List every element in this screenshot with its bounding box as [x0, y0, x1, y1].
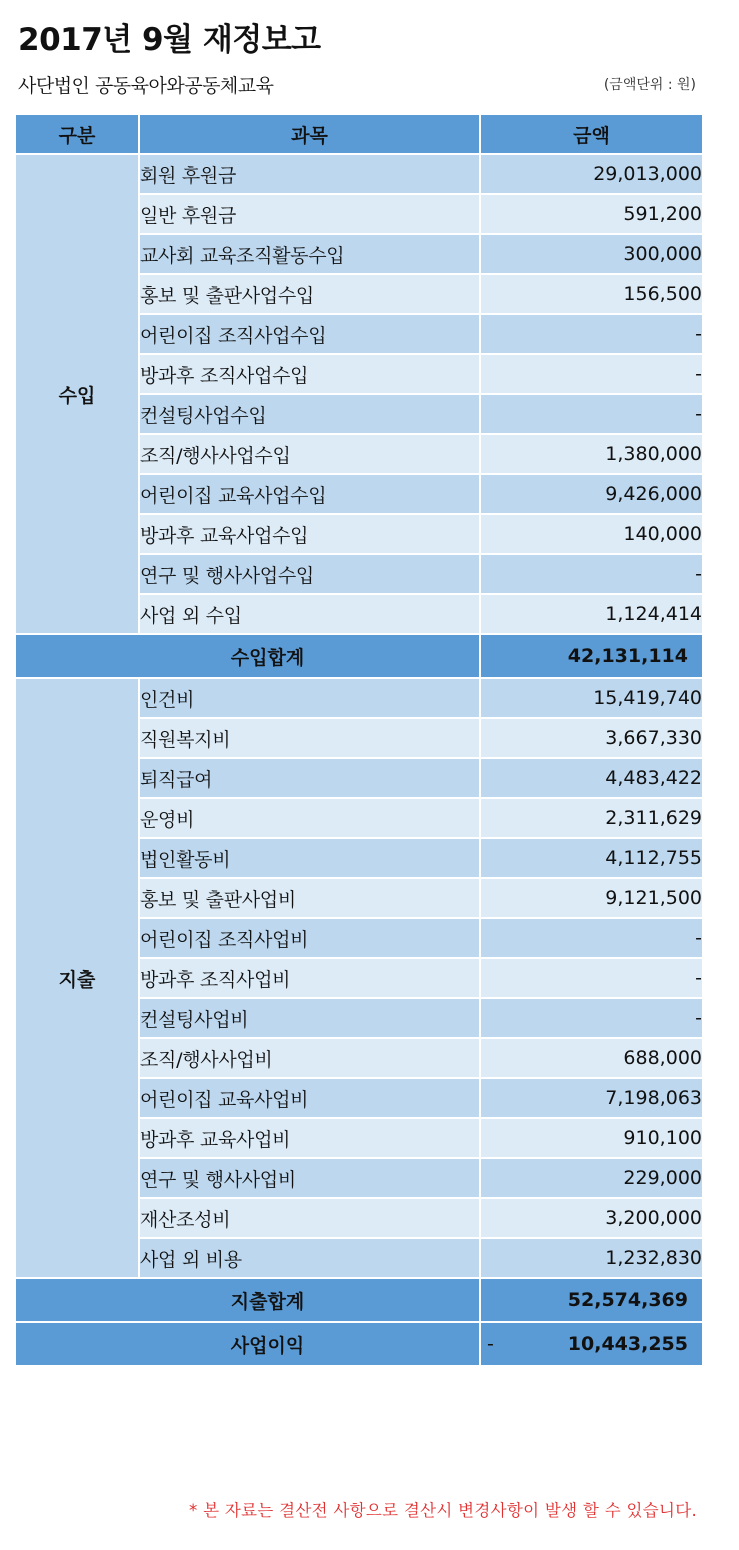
- item-name: 어린이집 조직사업비: [139, 918, 480, 958]
- item-amount: 4,483,422: [480, 758, 703, 798]
- table-row: [15, 154, 703, 194]
- item-amount: 4,112,755: [480, 838, 703, 878]
- item-amount: 9,426,000: [480, 474, 703, 514]
- expense-total-label: 지출합계: [15, 1278, 480, 1322]
- profit-label: 사업이익: [15, 1322, 480, 1366]
- profit-sign: -: [487, 1333, 494, 1355]
- item-name: 법인활동비: [139, 838, 480, 878]
- item-name: 홍보 및 출판사업비: [139, 878, 480, 918]
- disclaimer-note: * 본 자료는 결산전 사항으로 결산시 변경사항이 발생 할 수 있습니다.: [189, 1501, 697, 1520]
- item-amount: -: [480, 314, 703, 354]
- table-header-row: [15, 114, 703, 154]
- item-amount: 3,667,330: [480, 718, 703, 758]
- item-amount: 229,000: [480, 1158, 703, 1198]
- item-name: 방과후 교육사업수입: [139, 514, 480, 554]
- item-name: 운영비: [139, 798, 480, 838]
- item-amount: -: [480, 394, 703, 434]
- report-title: 2017년 9월 재정보고: [18, 22, 321, 58]
- income-total-row: [15, 634, 703, 678]
- profit-row: [15, 1322, 703, 1366]
- item-name: 인건비: [139, 678, 480, 718]
- item-amount: 591,200: [480, 194, 703, 234]
- item-amount: -: [480, 998, 703, 1038]
- expense-category-label: 지출: [15, 678, 139, 1278]
- expense-total-amount: 52,574,369: [480, 1278, 703, 1322]
- column-header-amount: 금액: [480, 114, 703, 154]
- item-amount: 910,100: [480, 1118, 703, 1158]
- item-name: 재산조성비: [139, 1198, 480, 1238]
- column-header-category: 구분: [15, 114, 139, 154]
- expense-total-row: [15, 1278, 703, 1322]
- item-amount: 9,121,500: [480, 878, 703, 918]
- amount-unit-label: (금액단위 : 원): [603, 77, 696, 93]
- item-name: 교사회 교육조직활동수입: [139, 234, 480, 274]
- item-name: 직원복지비: [139, 718, 480, 758]
- profit-amount: 10,443,255: [567, 1333, 688, 1355]
- item-amount: 15,419,740: [480, 678, 703, 718]
- income-category-label: 수입: [15, 154, 139, 634]
- item-amount: -: [480, 918, 703, 958]
- item-amount: 2,311,629: [480, 798, 703, 838]
- item-amount: 1,232,830: [480, 1238, 703, 1278]
- item-name: 일반 후원금: [139, 194, 480, 234]
- item-name: 홍보 및 출판사업수입: [139, 274, 480, 314]
- item-name: 어린이집 교육사업수입: [139, 474, 480, 514]
- item-name: 연구 및 행사사업수입: [139, 554, 480, 594]
- item-amount: 140,000: [480, 514, 703, 554]
- item-name: 퇴직급여: [139, 758, 480, 798]
- item-amount: 1,124,414: [480, 594, 703, 634]
- finance-table: [14, 113, 704, 1367]
- item-amount: 688,000: [480, 1038, 703, 1078]
- income-total-label: 수입합계: [15, 634, 480, 678]
- item-amount: 300,000: [480, 234, 703, 274]
- item-name: 방과후 교육사업비: [139, 1118, 480, 1158]
- table-row: [15, 678, 703, 718]
- item-name: 조직/행사사업비: [139, 1038, 480, 1078]
- income-total-amount: 42,131,114: [480, 634, 703, 678]
- item-name: 사업 외 수입: [139, 594, 480, 634]
- item-amount: 1,380,000: [480, 434, 703, 474]
- item-name: 어린이집 교육사업비: [139, 1078, 480, 1118]
- item-name: 연구 및 행사사업비: [139, 1158, 480, 1198]
- item-amount: 29,013,000: [480, 154, 703, 194]
- item-name: 컨설팅사업비: [139, 998, 480, 1038]
- column-header-item: 과목: [139, 114, 480, 154]
- item-amount: 156,500: [480, 274, 703, 314]
- table-body: [15, 154, 703, 1366]
- item-name: 컨설팅사업수입: [139, 394, 480, 434]
- organization-name: 사단법인 공동육아와공동체교육: [18, 75, 274, 97]
- profit-amount-cell: [480, 1322, 703, 1366]
- item-amount: -: [480, 554, 703, 594]
- item-name: 조직/행사사업수입: [139, 434, 480, 474]
- item-name: 방과후 조직사업비: [139, 958, 480, 998]
- item-amount: 7,198,063: [480, 1078, 703, 1118]
- item-amount: -: [480, 958, 703, 998]
- item-name: 사업 외 비용: [139, 1238, 480, 1278]
- item-name: 방과후 조직사업수입: [139, 354, 480, 394]
- item-name: 어린이집 조직사업수입: [139, 314, 480, 354]
- item-amount: -: [480, 354, 703, 394]
- item-name: 회원 후원금: [139, 154, 480, 194]
- item-amount: 3,200,000: [480, 1198, 703, 1238]
